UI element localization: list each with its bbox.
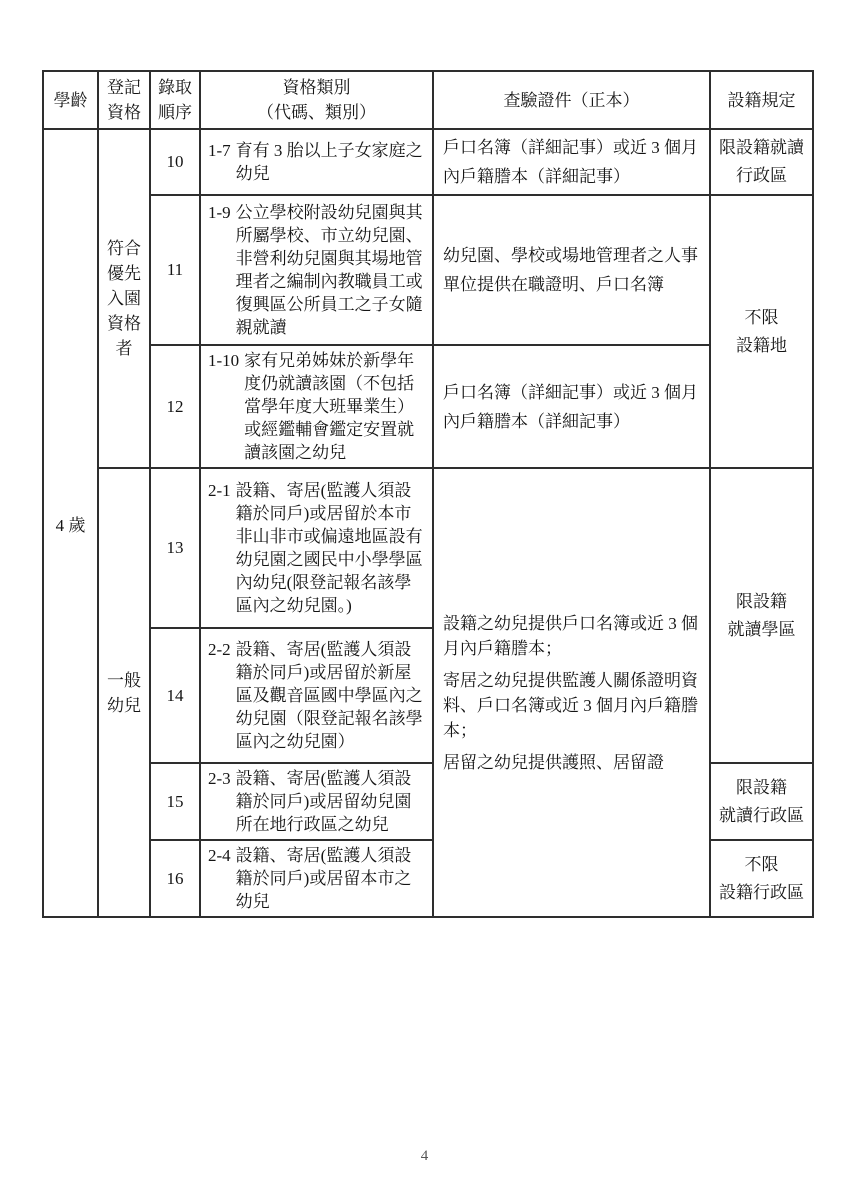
qualification-text-15: 設籍、寄居(監護人須設籍於同戶)或居留幼兒園所在地行政區之幼兒 [235,769,412,834]
header-registration-label: 登記資格 [107,78,141,122]
header-category-title: 資格類別 [282,78,351,97]
header-cell-age: 學齡 [43,71,98,129]
order-cell-11: 11 [150,195,200,345]
documents-cell-10: 戶口名簿（詳細記事）或近 3 個月內戶籍謄本（詳細記事） [433,129,710,195]
residency-cell-16 [710,840,813,917]
residency-line: 就讀學區 [727,619,796,639]
qualification-text-16: 設籍、寄居(監護人須設籍於同戶)或居留本市之幼兒 [235,846,412,911]
order-cell-16: 16 [150,840,200,917]
residency-cell-10 [710,129,813,195]
header-cell-registration [98,71,150,129]
qualification-cell-16 [200,840,433,917]
qualification-text-11: 公立學校附設幼兒園與其所屬學校、市立幼兒園、非營利幼兒園與其場地管理者之編制內教職員工或復興區公所員工之子女隨親就讀 [235,203,423,337]
order-cell-10: 10 [150,129,200,195]
general-group-label: 一般幼兒 [107,670,141,715]
table-row-11 [43,195,813,345]
header-category-sub: （代碼、類別） [257,103,376,122]
header-order-label: 錄取順序 [158,78,192,122]
general-group-cell [98,468,150,917]
residency-cell-11-12 [710,195,813,468]
qualification-cell-11 [200,195,433,345]
age-cell: 4 歲 [43,129,98,917]
documents-paragraph: 寄居之幼兒提供監護人關係證明資料、戶口名簿或近 3 個月內戶籍謄本； [443,670,698,740]
documents-cell-11: 幼兒園、學校或場地管理者之人事單位提供在職證明、戶口名簿 [433,195,710,345]
residency-line: 就讀行政區 [719,805,804,825]
qualification-cell-14 [200,628,433,763]
residency-line: 行政區 [736,166,787,185]
header-row [43,71,813,129]
priority-group-label: 符合優先入園資格者 [107,239,141,358]
table-row-12 [43,345,813,468]
order-cell-14: 14 [150,628,200,763]
qualification-code-12: 1-10 [208,351,240,370]
table-row-10 [43,129,813,195]
qualification-cell-10 [200,129,433,195]
residency-line: 設籍地 [736,335,787,355]
qualification-code-11: 1-9 [208,203,231,222]
qualification-text-14: 設籍、寄居(監護人須設籍於同戶)或居留於新屋區及觀音區國中學區內之幼兒園（限登記報名該學區內之幼兒園） [235,640,423,751]
admission-table [42,70,814,918]
qualification-cell-13 [200,468,433,628]
residency-line: 不限 [744,854,779,874]
order-cell-12: 12 [150,345,200,468]
residency-cell-15 [710,763,813,840]
qualification-code-13: 2-1 [208,481,231,500]
residency-line: 限設籍就讀 [719,138,804,157]
order-cell-13: 13 [150,468,200,628]
documents-cell-12: 戶口名簿（詳細記事）或近 3 個月內戶籍謄本（詳細記事） [433,345,710,468]
qualification-cell-15 [200,763,433,840]
residency-line: 不限 [744,307,779,327]
qualification-text-10: 育有 3 胎以上子女家庭之幼兒 [235,141,423,183]
table-row-13 [43,468,813,628]
qualification-code-15: 2-3 [208,769,231,788]
qualification-code-10: 1-7 [208,141,231,160]
qualification-cell-12 [200,345,433,468]
priority-group-cell [98,129,150,468]
residency-line: 設籍行政區 [719,882,804,902]
header-cell-category [200,71,433,129]
page-number: 4 [420,1148,429,1164]
documents-paragraph: 設籍之幼兒提供戶口名簿或近 3 個月內戶籍謄本； [443,613,698,658]
qualification-text-12: 家有兄弟姊妹於新學年度仍就讀該園（不包括當學年度大班畢業生）或經鑑輔會鑑定安置就讀該園之幼兒 [244,351,415,462]
qualification-code-14: 2-2 [208,640,231,659]
qualification-text-13: 設籍、寄居(監護人須設籍於同戶)或居留於本市非山非市或偏遠地區設有幼兒園之國民中小學學區內幼兒(限登記報名該學區內之幼兒園。) [235,481,423,615]
header-cell-residency: 設籍規定 [710,71,813,129]
residency-cell-13-14 [710,468,813,763]
order-cell-15: 15 [150,763,200,840]
documents-cell-13-16 [433,468,710,917]
documents-paragraph: 居留之幼兒提供護照、居留證 [443,752,664,772]
header-cell-order [150,71,200,129]
residency-line: 限設籍 [736,777,787,797]
residency-line: 限設籍 [736,591,787,611]
header-cell-documents: 查驗證件（正本） [433,71,710,129]
qualification-code-16: 2-4 [208,846,231,865]
